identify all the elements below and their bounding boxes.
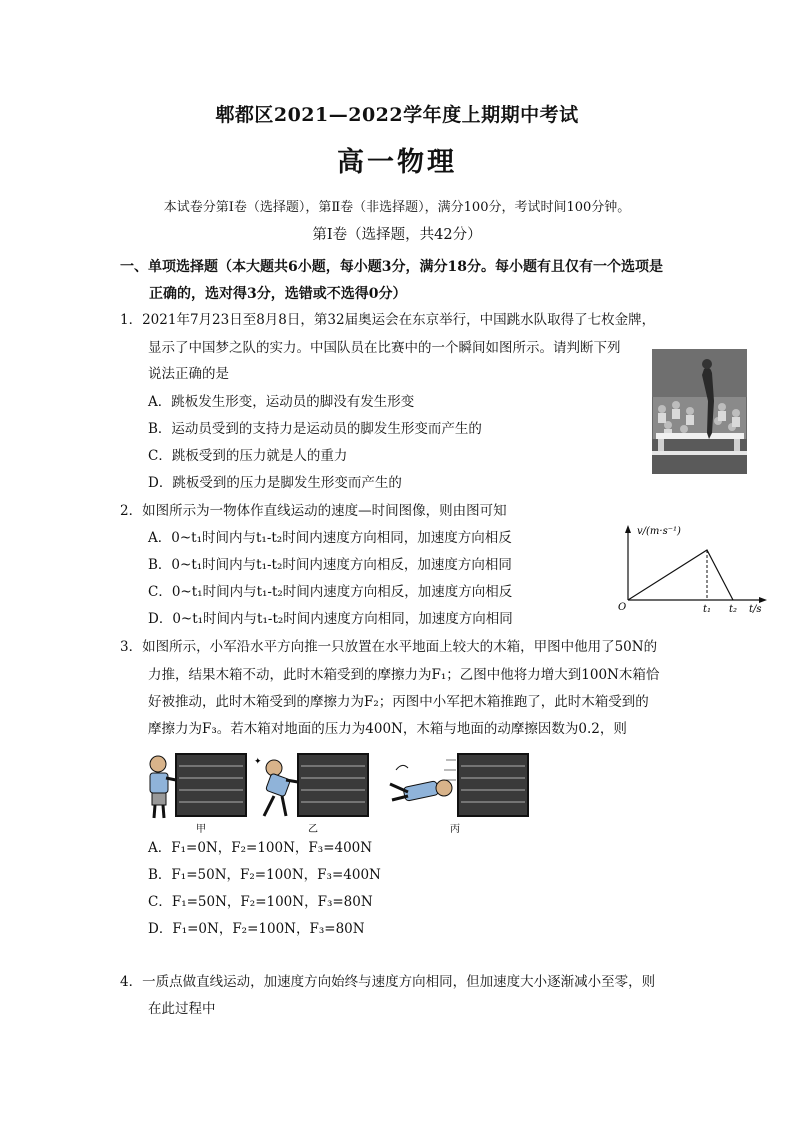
q3-option-c: C．F₁=50N，F₂=100N，F₃=80N [148, 894, 373, 910]
q1-option-d: D．跳板受到的压力是脚发生形变而产生的 [148, 475, 402, 491]
section-heading [120, 254, 690, 308]
velocity-line [628, 550, 733, 600]
q1-line3: 说法正确的是 [148, 366, 229, 382]
y-axis-arrow [625, 525, 631, 533]
section-heading-line2: 正确的，选对得3分，选错或不选得0分） [149, 286, 407, 302]
figure-bing [390, 754, 528, 816]
origin-label: O [618, 602, 627, 613]
exam-title: 郫都区2021—2022学年度上期期中考试 [215, 104, 579, 126]
vt-graph [615, 522, 775, 618]
q1-option-c: C．跳板受到的压力就是人的重力 [148, 448, 348, 464]
q2-stem: 2．如图所示为一物体作直线运动的速度—时间图像，则由图可知 [120, 503, 507, 519]
figure-yi [254, 754, 368, 816]
q1-option-b: B．运动员受到的支持力是运动员的脚发生形变而产生的 [148, 421, 482, 437]
figure-jia [150, 754, 246, 818]
q4-line1: 4．一质点做直线运动，加速度方向始终与速度方向相同，但加速度大小逐渐减小至零，则 [120, 974, 656, 990]
svg-text:✦: ✦ [254, 757, 262, 767]
t1-tick-label: t₁ [703, 604, 712, 615]
diving-photo [652, 349, 747, 474]
q3-option-a: A．F₁=0N，F₂=100N，F₃=400N [148, 840, 373, 856]
q2-option-d: D．0~t₁时间内与t₁-t₂时间内速度方向相同，加速度方向相同 [148, 611, 513, 627]
q3-option-b: B．F₁=50N，F₂=100N，F₃=400N [148, 867, 381, 883]
label-yi: 乙 [308, 824, 318, 835]
q1-option-a: A．跳板发生形变，运动员的脚没有发生形变 [148, 394, 415, 410]
q3-line2: 力推，结果木箱不动，此时木箱受到的摩擦力为F₁；乙图中他将力增大到100N木箱恰 [148, 667, 660, 683]
x-axis-arrow [759, 597, 767, 603]
label-jia: 甲 [196, 824, 206, 835]
section-heading-line1: 一、单项选择题（本大题共6小题，每小题3分，满分18分。每小题有且仅有一个选项是 [120, 259, 663, 275]
q2-option-c: C．0~t₁时间内与t₁-t₂时间内速度方向相反，加速度方向相反 [148, 584, 513, 600]
q3-line3: 好被推动，此时木箱受到的摩擦力为F₂；丙图中小军把木箱推跑了，此时木箱受到的 [148, 694, 649, 710]
q2-option-b: B．0~t₁时间内与t₁-t₂时间内速度方向相反，加速度方向相同 [148, 557, 512, 573]
q3-option-d: D．F₁=0N，F₂=100N，F₃=80N [148, 921, 365, 937]
x-axis-label: t/s [749, 604, 762, 615]
subject-title: 高一物理 [337, 147, 457, 178]
q2-option-a: A．0~t₁时间内与t₁-t₂时间内速度方向相同，加速度方向相反 [148, 530, 512, 546]
y-axis-label: v/(m·s⁻¹) [637, 526, 681, 537]
q1-line2: 显示了中国梦之队的实力。中国队员在比赛中的一个瞬间如图所示。请判断下列 [148, 340, 621, 356]
part-title: 第Ⅰ卷（选择题，共42分） [312, 227, 482, 243]
q3-line1: 3．如图所示，小军沿水平方向推一只放置在水平地面上较大的木箱，甲图中他用了50N的 [120, 639, 658, 655]
q4-line2: 在此过程中 [148, 1001, 216, 1017]
exam-intro: 本试卷分第Ⅰ卷（选择题），第Ⅱ卷（非选择题），满分100分，考试时间100分钟。 [163, 200, 631, 215]
push-box-figures [146, 748, 536, 838]
label-bing: 丙 [450, 824, 460, 835]
q3-line4: 摩擦力为F₃。若木箱对地面的压力为400N，木箱与地面的动摩擦因数为0.2，则 [148, 721, 627, 737]
t2-tick-label: t₂ [729, 604, 738, 615]
q1-line1: 1．2021年7月23日至8月8日，第32届奥运会在东京举行，中国跳水队取得了七枚金牌， [120, 312, 656, 328]
